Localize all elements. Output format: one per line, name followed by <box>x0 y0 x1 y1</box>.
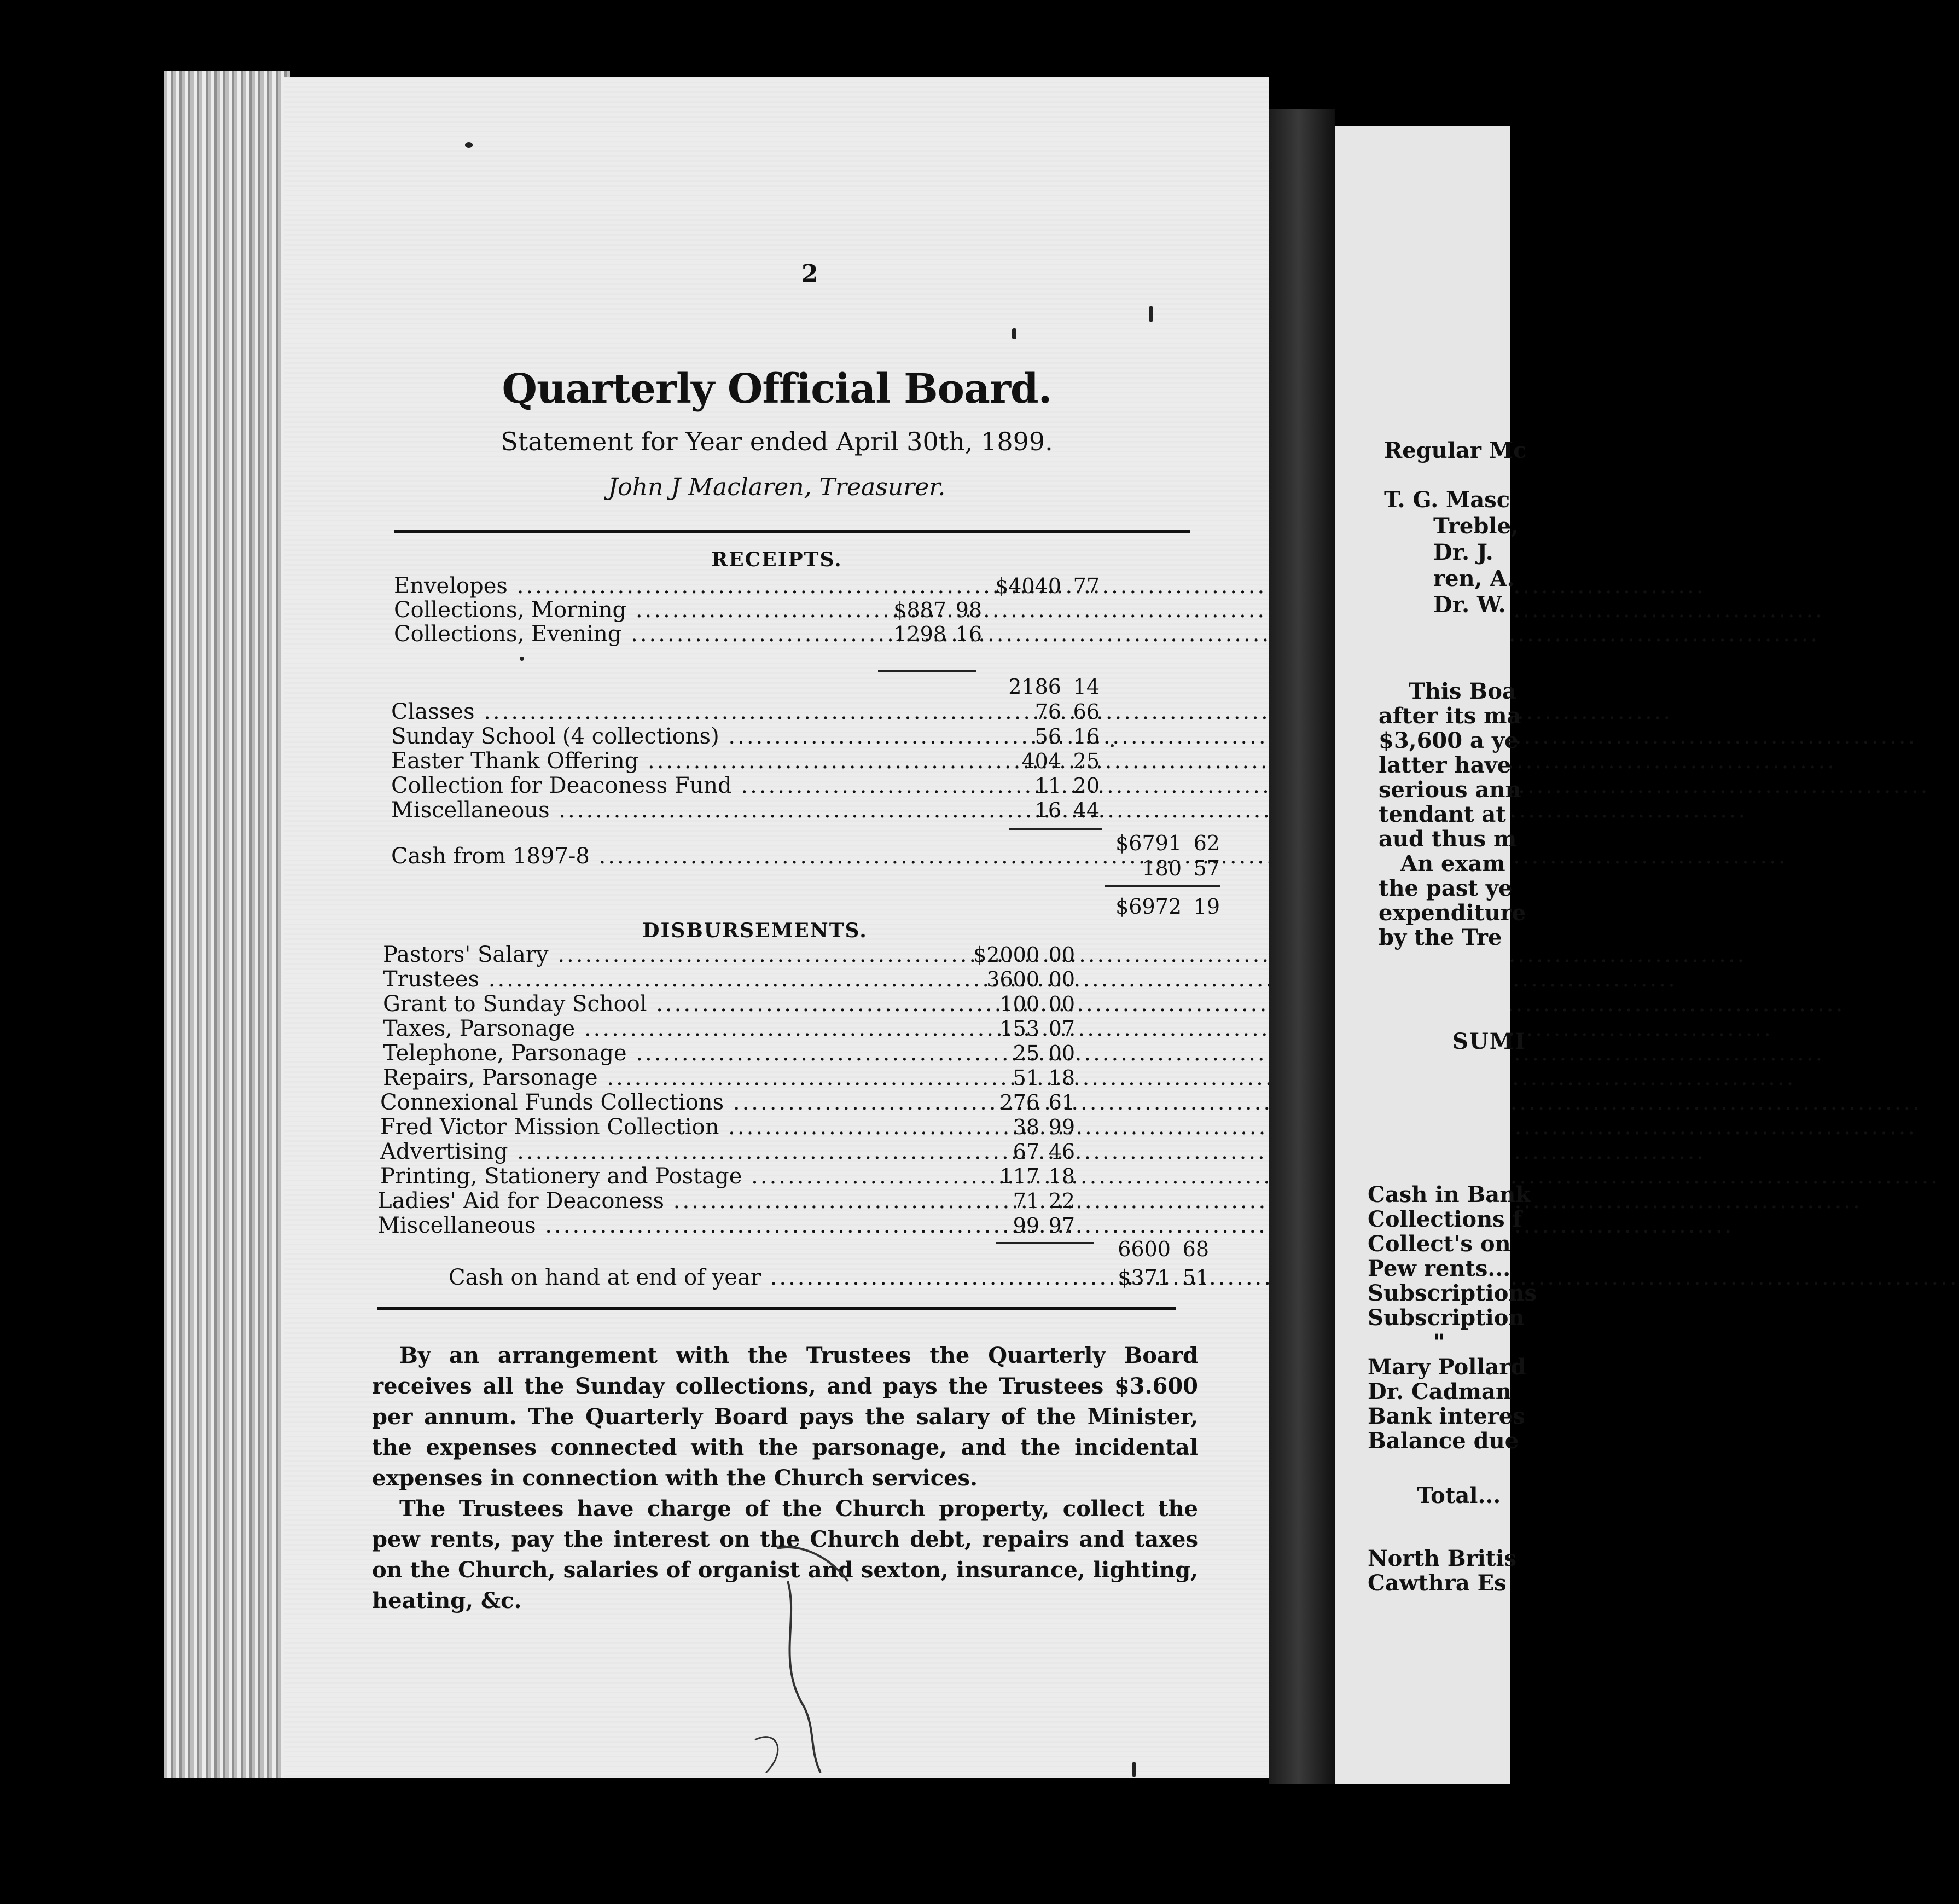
right-page-line: by the Tre <box>1379 925 1502 950</box>
page-number: 2 <box>801 260 818 288</box>
receipt-label: Classes ..... <box>391 699 883 724</box>
right-page-line: Collections f <box>1368 1206 1522 1232</box>
page-title: Quarterly Official Board. <box>502 365 1052 413</box>
receipt-amount: 404 <box>1021 749 1061 773</box>
disbursement-amount: 276 <box>999 1090 1039 1114</box>
disbursement-cents: 61 <box>1048 1090 1075 1114</box>
right-page-line: Balance due <box>1368 1428 1519 1454</box>
disbursement-amount: 117 <box>999 1164 1039 1188</box>
right-page-line: T. G. Masc <box>1384 487 1510 513</box>
receipt-amount: 11 <box>1034 774 1061 798</box>
receipt-row-sunday-school <box>284 724 1269 749</box>
footer-rule <box>377 1307 1176 1310</box>
disbursement-amount: 153 <box>999 1017 1039 1041</box>
disbursement-row <box>284 1139 1269 1164</box>
right-page-line: Subscriptions <box>1368 1280 1537 1306</box>
right-page-line: This Boa <box>1409 678 1516 704</box>
receipt-cents: 57 <box>1193 856 1220 880</box>
disbursement-label: Printing, Stationery and Postage ..... <box>380 1164 875 1189</box>
receipts-rule <box>1009 828 1102 830</box>
receipt-row-total <box>284 894 1269 919</box>
disbursement-cents: 97 <box>1048 1214 1075 1238</box>
statement-subtitle: Statement for Year ended April 30th, 1899. <box>501 427 1053 456</box>
right-page-line: aud thus m <box>1379 826 1517 852</box>
dust-speck <box>520 657 524 661</box>
right-page-line: $3,600 a ye <box>1379 728 1519 753</box>
disbursement-cents: 00 <box>1048 992 1075 1016</box>
right-page-line: SUMI <box>1452 1029 1526 1054</box>
disbursement-amount: 6600 <box>1118 1237 1171 1261</box>
receipt-row-envelopes <box>284 573 1269 599</box>
right-page-line: Pew rents... <box>1368 1256 1511 1281</box>
right-page-line: Treble, <box>1433 513 1519 539</box>
receipt-cents: 66 <box>1073 700 1100 724</box>
dust-speck <box>1111 744 1114 747</box>
right-page-line: after its ma <box>1379 703 1521 729</box>
right-page-line: ren, A. <box>1433 566 1515 591</box>
disbursement-cents: 07 <box>1048 1017 1075 1041</box>
right-page-line: Regular Mc <box>1384 438 1527 463</box>
disbursement-amount: 38 <box>1013 1115 1039 1139</box>
disbursement-label: Miscellaneous ..... <box>377 1213 875 1238</box>
disbursement-cents: 00 <box>1048 1041 1075 1065</box>
right-page-line: Dr. Cadman <box>1368 1379 1512 1404</box>
receipt-amount: $4040 <box>995 574 1061 598</box>
disbursement-cents: 46 <box>1048 1140 1075 1164</box>
cash-end-amount: $371 <box>1118 1266 1171 1290</box>
disbursement-amount: 3600 <box>986 967 1039 991</box>
disbursement-label: Advertising ..... <box>380 1139 875 1164</box>
receipt-cents: 44 <box>1073 798 1100 822</box>
receipt-cents: 16 <box>955 622 982 646</box>
receipt-amount: $6972 <box>1115 895 1182 919</box>
right-page-line: Mary Pollard <box>1368 1354 1526 1380</box>
right-page-fragment <box>1335 126 1537 1784</box>
receipt-amount: 56 <box>1034 724 1061 748</box>
disbursement-label: Taxes, Parsonage ..... <box>383 1016 875 1041</box>
right-page-line: tendant at <box>1379 802 1506 827</box>
receipt-row-classes <box>284 699 1269 724</box>
receipt-amount: $887 <box>893 598 946 622</box>
cash-end-label: Cash on hand at end of year ..... <box>449 1265 875 1290</box>
disbursement-label: Fred Victor Mission Collection ..... <box>380 1114 875 1140</box>
disbursement-amount: 71 <box>1013 1189 1039 1213</box>
disbursement-cents: 18 <box>1048 1164 1075 1188</box>
receipt-amount: 2186 <box>1008 675 1061 699</box>
dust-speck <box>465 142 473 148</box>
header-rule <box>394 530 1190 533</box>
receipt-cents: 19 <box>1193 895 1220 919</box>
right-page-line: Dr. J. <box>1433 539 1493 565</box>
right-page-line: Subscription <box>1368 1305 1525 1331</box>
right-page-line: An exam <box>1400 851 1505 876</box>
disbursement-row <box>284 1114 1269 1140</box>
disbursement-row <box>284 1188 1269 1214</box>
right-page-line: " <box>1433 1330 1445 1355</box>
disbursement-cents: 22 <box>1048 1189 1075 1213</box>
disbursement-label: Connexional Funds Collections ..... <box>380 1090 875 1115</box>
receipt-cents: 20 <box>1073 774 1100 798</box>
right-page-line: Dr. W. <box>1433 592 1506 618</box>
disbursement-amount: 25 <box>1013 1041 1039 1065</box>
right-page-line: latter have <box>1379 752 1512 778</box>
receipt-row-deaconess-fund <box>284 773 1269 798</box>
receipt-label: Collections, Morning ..... <box>394 597 886 623</box>
right-page-line: Cawthra Es <box>1368 1570 1507 1596</box>
disbursement-row <box>284 1164 1269 1189</box>
disbursement-cents: 68 <box>1182 1237 1209 1261</box>
receipt-row-collections-total <box>284 674 1269 699</box>
receipt-label: Cash from 1897-8 ..... <box>391 844 883 869</box>
receipt-amount: 16 <box>1034 798 1061 822</box>
receipt-row-cash-previous-amount <box>284 856 1269 881</box>
disbursement-amount: 99 <box>1013 1214 1039 1238</box>
receipt-row-collections-morning <box>284 597 1269 623</box>
receipt-cents: 98 <box>955 598 982 622</box>
right-page-line: North Britis <box>1368 1546 1517 1571</box>
notes-paragraph-1: By an arrangement with the Trustees the Quarterly Board receives all the Sunday collections, and pays the Trustees $3.600 per annum. The Quarterly Board pays the salary of the Minister, the expenses connected with the parsonage, and the incidental expenses in connection with the Church services. <box>372 1343 1198 1491</box>
ink-scratch-marks <box>755 1543 897 1789</box>
receipt-amount: 76 <box>1034 700 1061 724</box>
disbursement-row <box>284 1016 1269 1041</box>
disbursement-cents: 99 <box>1048 1115 1075 1139</box>
disbursement-label: Ladies' Aid for Deaconess ..... <box>377 1188 875 1214</box>
disbursement-cents: 00 <box>1048 967 1075 991</box>
receipt-cents: 62 <box>1193 831 1220 855</box>
notes-paragraph-2: The Trustees have charge of the Church property, collect the pew rents, pay the interest on the Church debt, repairs and taxes on the Church, salaries of organist and sexton, insurance, lighting, heating, &c. <box>372 1496 1198 1613</box>
dust-speck <box>1149 306 1153 322</box>
receipt-amount: 180 <box>1142 856 1182 880</box>
disbursement-cents: 18 <box>1048 1066 1075 1090</box>
receipt-label: Collections, Evening ..... <box>394 622 886 647</box>
right-page-line: Bank interes <box>1368 1403 1525 1429</box>
disbursement-row <box>284 1213 1269 1238</box>
disbursement-row <box>284 1065 1269 1090</box>
disbursement-label: Trustees ..... <box>383 967 875 992</box>
receipt-amount: 1298 <box>893 622 946 646</box>
left-page <box>284 77 1269 1778</box>
disbursement-amount: 51 <box>1013 1066 1039 1090</box>
receipt-label: Sunday School (4 collections) ..... <box>391 724 883 749</box>
disbursement-amount: 67 <box>1013 1140 1039 1164</box>
cash-end-cents: 51 <box>1182 1266 1209 1290</box>
disbursements-heading: DISBURSEMENTS. <box>642 919 868 942</box>
receipt-label: Miscellaneous ..... <box>391 798 883 823</box>
book-gutter <box>1269 109 1335 1784</box>
disbursement-amount: $2000 <box>973 943 1039 967</box>
receipt-label: Easter Thank Offering ..... <box>391 748 883 774</box>
receipt-row-miscellaneous <box>284 798 1269 823</box>
right-page-line: serious ann <box>1379 777 1521 803</box>
receipt-cents: 25 <box>1073 749 1100 773</box>
disbursement-row <box>284 991 1269 1017</box>
disbursement-label: Pastors' Salary ..... <box>383 942 875 967</box>
disbursement-label: Grant to Sunday School ..... <box>383 991 875 1017</box>
disbursement-label: Telephone, Parsonage ..... <box>383 1041 875 1066</box>
disbursement-label: Repairs, Parsonage ..... <box>383 1065 875 1090</box>
receipt-cents: 77 <box>1073 574 1100 598</box>
receipt-row-easter-offering <box>284 748 1269 774</box>
right-page-line: expenditure <box>1379 900 1526 926</box>
disbursement-row <box>284 942 1269 967</box>
receipt-cents: 16 <box>1073 724 1100 748</box>
right-page-line: Total... <box>1417 1483 1501 1508</box>
receipt-label: Envelopes ..... <box>394 573 985 599</box>
receipts-heading: RECEIPTS. <box>711 548 842 571</box>
receipt-amount: $6791 <box>1115 831 1182 855</box>
disbursement-row <box>284 1090 1269 1115</box>
disbursement-amount: 100 <box>999 992 1039 1016</box>
receipt-cents: 14 <box>1073 675 1100 699</box>
receipts-total-rule <box>1105 885 1220 887</box>
right-page-line: the past ye <box>1379 875 1513 901</box>
disbursement-row-total <box>284 1237 1269 1262</box>
cash-end-row <box>284 1265 1269 1290</box>
right-page-line: Cash in Bank <box>1368 1182 1531 1208</box>
treasurer-line: John J Maclaren, Treasurer. <box>608 473 946 501</box>
dust-speck <box>1132 1762 1136 1777</box>
disbursement-cents: 00 <box>1048 943 1075 967</box>
dust-speck <box>1012 328 1016 339</box>
right-page-line: Collect's on <box>1368 1231 1511 1257</box>
subtotal-rule <box>878 670 976 672</box>
disbursement-row <box>284 1041 1269 1066</box>
receipt-label: Collection for Deaconess Fund ..... <box>391 773 883 798</box>
disbursement-row <box>284 967 1269 992</box>
receipt-row-collections-evening <box>284 622 1269 647</box>
